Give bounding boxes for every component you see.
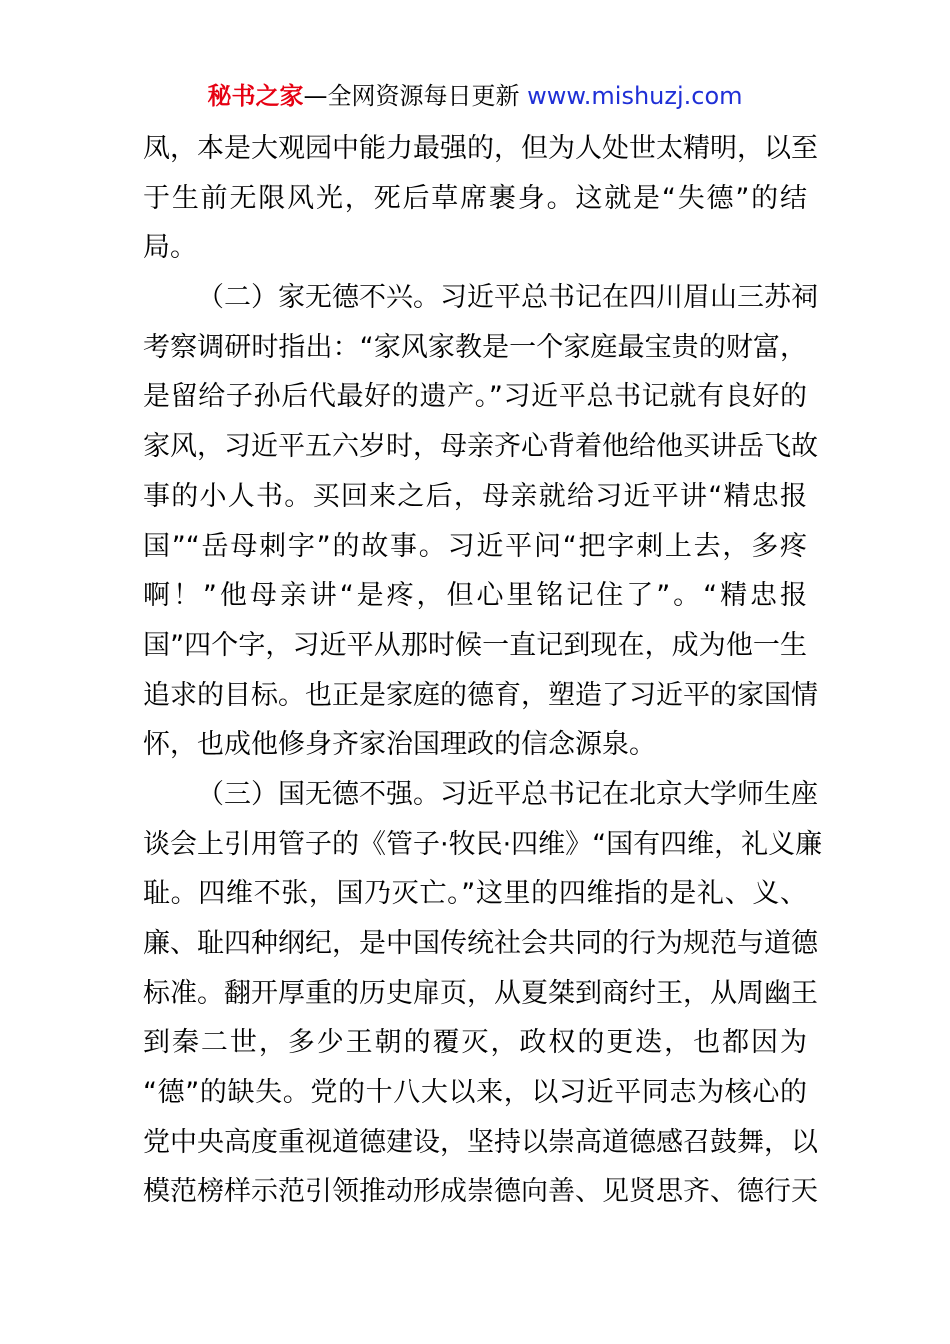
text-line: 局。	[143, 232, 197, 264]
text-line: 模范榜样示范引领推动形成崇德向善、见贤思齐、德行天	[143, 1176, 818, 1208]
text-line: 于生前无限风光，死后草席裹身。这就是“失德”的结	[143, 182, 807, 214]
document-body	[143, 124, 823, 1217]
page-header	[0, 80, 950, 112]
text-line: 到秦二世，多少王朝的覆灭，政权的更迭，也都因为	[143, 1027, 807, 1059]
site-url-link[interactable]: www.mishuzj.com	[527, 82, 743, 110]
text-line: 谈会上引用管子的《管子·牧民·四维》“国有四维，礼义廉	[143, 828, 823, 860]
text-line: 党中央高度重视道德建设，坚持以崇高道德感召鼓舞，以	[143, 1126, 818, 1158]
text-line: 凤，本是大观园中能力最强的，但为人处世太精明，以至	[143, 133, 818, 164]
site-brand: 秘书之家	[207, 82, 304, 110]
text-line: “德”的缺失。党的十八大以来，以习近平同志为核心的	[143, 1077, 807, 1109]
text-line: 家风，习近平五六岁时，母亲齐心背着他给他买讲岳飞故	[143, 431, 818, 463]
text-line: 考察调研时指出：“家风家教是一个家庭最宝贵的财富，	[143, 331, 807, 363]
paragraph-heading-line: （三）国无德不强。习近平总书记在北京大学师生座	[197, 778, 818, 810]
text-line: 事的小人书。买回来之后，母亲就给习近平讲“精忠报	[143, 480, 807, 512]
text-line: 耻。四维不张，国乃灭亡。”这里的四维指的是礼、义、	[143, 878, 807, 910]
text-line: 是留给子孙后代最好的遗产。”习近平总书记就有良好的	[143, 381, 807, 413]
text-line: 廉、耻四种纲纪，是中国传统社会共同的行为规范与道德	[143, 928, 818, 959]
site-tagline: —全网资源每日更新	[303, 82, 520, 110]
text-line: 国”四个字，习近平从那时候一直记到现在，成为他一生	[143, 629, 807, 661]
text-line: 标准。翻开厚重的历史扉页，从夏桀到商纣王，从周幽王	[143, 977, 818, 1009]
paragraph-heading-line: （二）家无德不兴。习近平总书记在四川眉山三苏祠	[197, 282, 818, 314]
text-line: 追求的目标。也正是家庭的德育，塑造了习近平的家国情	[143, 679, 818, 711]
text-line: 怀，也成他修身齐家治国理政的信念源泉。	[143, 729, 656, 761]
text-line: 国”“岳母刺字”的故事。习近平问“把字刺上去，多疼	[143, 530, 807, 562]
text-line: 啊！”他母亲讲“是疼，但心里铭记住了”。“精忠报	[143, 580, 807, 612]
